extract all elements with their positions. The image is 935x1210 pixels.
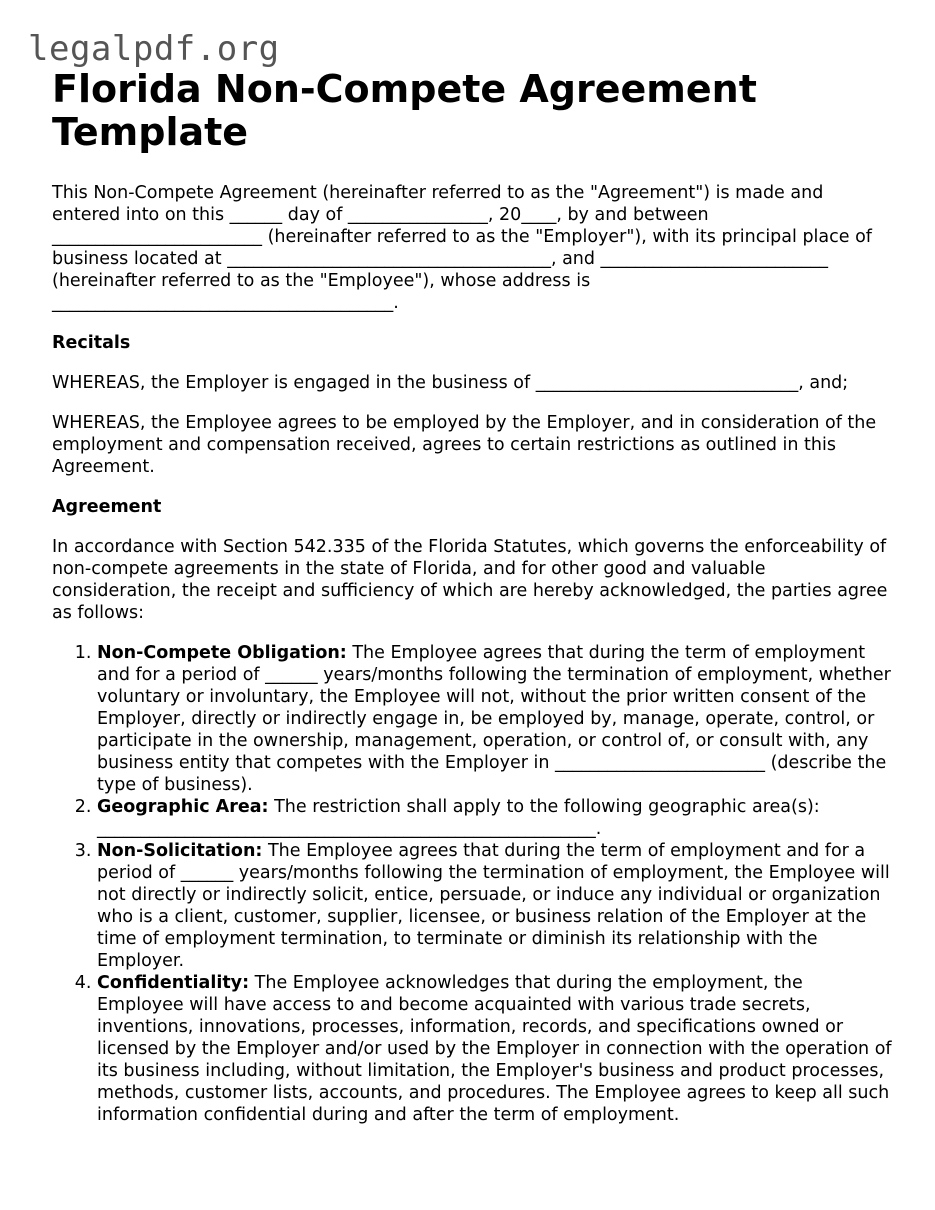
term-item-non-solicitation [97, 840, 892, 972]
recitals-heading: Recitals [52, 333, 131, 353]
document-body [52, 182, 892, 1126]
term-item-confidentiality [97, 972, 892, 1126]
term-label: Geographic Area: [97, 797, 269, 817]
term-text: The Employee agrees that during the term of employment and for a period of ______ years/months following the termination of employment, the Employee will not directly or indirectly solicit, entice, persuade, or induce any individual or organization who is a client, customer, supplier, licensee, or business relation of the Employer at the time of employment termination, to terminate or diminish its relationship with the Employer. [97, 841, 890, 971]
recital-paragraph-2: WHEREAS, the Employee agrees to be employed by the Employer, and in consideration of the employment and compensation received, agrees to certain restrictions as outlined in this Agreement. [52, 413, 877, 477]
site-watermark: legalpdf.org [28, 29, 280, 69]
term-label: Non-Solicitation: [97, 841, 263, 861]
term-text: The restriction shall apply to the following geographic area(s): _________________________________________________________. [97, 797, 820, 839]
agreement-paragraph: In accordance with Section 542.335 of the Florida Statutes, which governs the enforceability of non-compete agreements in the state of Florida, and for other good and valuable consideration, the receipt and sufficiency of which are hereby acknowledged, the parties agree as follows: [52, 537, 888, 623]
term-item-non-compete [97, 642, 892, 796]
term-item-geographic-area [97, 796, 892, 840]
term-text: The Employee acknowledges that during the employment, the Employee will have access to and become acquainted with various trade secrets, inventions, innovations, processes, information, records, and specifications owned or licensed by the Employer and/or used by the Employer in connection with the operation of its business including, without limitation, the Employer's business and product processes, methods, customer lists, accounts, and procedures. The Employee agrees to keep all such information confidential during and after the term of employment. [97, 973, 892, 1125]
document-title: Florida Non-Compete Agreement Template [52, 67, 757, 154]
document-content [52, 68, 892, 1126]
recital-paragraph-1: WHEREAS, the Employer is engaged in the business of ______________________________, and; [52, 373, 849, 393]
term-text: The Employee agrees that during the term of employment and for a period of ______ years/months following the termination of employment, whether voluntary or involuntary, the Employee will not, without the prior written consent of the Employer, directly or indirectly engage in, be employed by, manage, operate, control, or participate in the ownership, management, operation, or control of, or consult with, any business entity that competes with the Employer in ________________________ (describe the type of business). [97, 643, 891, 795]
agreement-heading: Agreement [52, 497, 162, 517]
intro-paragraph: This Non-Compete Agreement (hereinafter referred to as the "Agreement") is made and entered into on this ______ day of ________________, 20____, by and between ________________________ (hereinafter referred to as the "Employer"), with its principal place of business located at _____________________________________, and __________________________ (hereinafter referred to as the "Employee"), whose address is _______________________________________. [52, 183, 872, 313]
term-label: Non-Compete Obligation: [97, 643, 347, 663]
term-label: Confidentiality: [97, 973, 250, 993]
terms-list [52, 642, 892, 1126]
